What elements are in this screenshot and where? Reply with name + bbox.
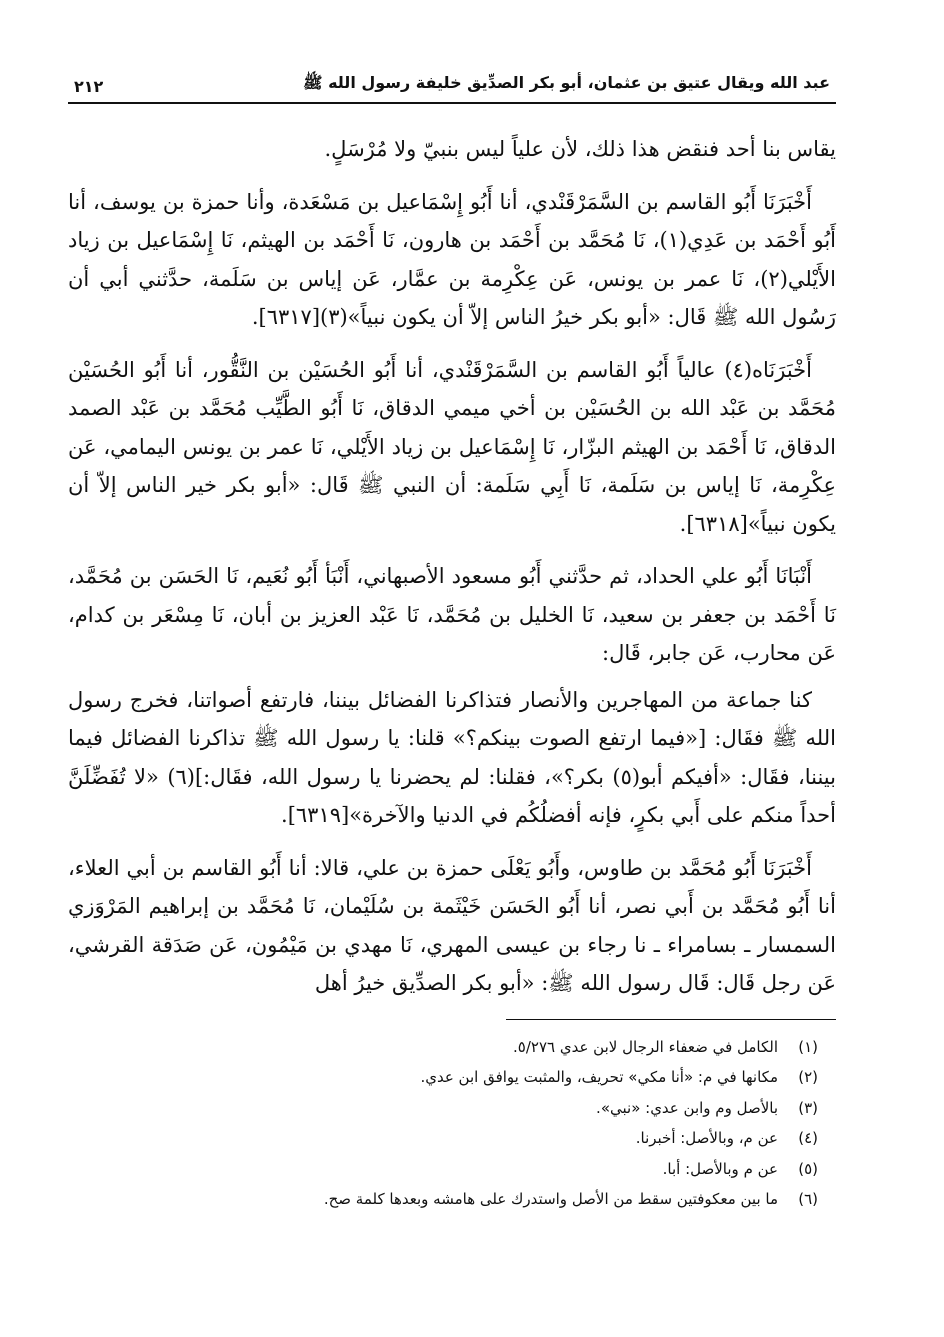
running-title: عبد الله ويقال عتيق بن عثمان، أبو بكر الصدِّيق خليفة رسول الله ﷺ	[303, 73, 830, 92]
paragraph: أَنْبَانَا أَبُو علي الحداد، ثم حدَّثني أَبُو مسعود الأصبهاني، أَنْبَأ أَبُو نُعَيم، نَا الحَسَن بن مُحَمَّد، نَا أَحْمَد بن جعفر بن سعيد، نَا الخليل بن مُحَمَّد، نَا عَبْد العزيز بن أبان، نَا مِسْعَر بن كدام، عَن محارب، عَن جابر، قَال:	[68, 564, 836, 665]
footnote-rule	[506, 1019, 836, 1020]
paragraph: يقاس بنا أحد فنقض هذا ذلك، لأن علياً ليس بنبيّ ولا مُرْسَلٍ.	[324, 137, 836, 161]
header-rule	[68, 102, 836, 104]
footnote	[68, 1093, 818, 1124]
paragraph: أَخْبَرَنَا أَبُو القاسم بن السَّمَرْقَنْدي، أنا أَبُو إِسْمَاعيل بن مَسْعَدة، وأنا حمزة بن يوسف، أنا أَبُو أَحْمَد بن عَدِي(١)، نَا مُحَمَّد بن أَحْمَد بن هارون، نَا أَحْمَد بن الهيثم، نَا إِسْمَاعيل بن زياد الأَيْلي(٢)، نَا عمر بن يونس، عَن عِكْرِمة بن عمَّار، عَن إياس بن سَلَمة، حدَّثني أبي أن رَسُول الله ﷺ قَال: «أبو بكر خيرُ الناس إلاّ أن يكون نبياً»(٣)[٦٣١٧].	[68, 189, 836, 329]
footnote	[68, 1184, 818, 1215]
footnote-text: عن م وبالأصل: أبا.	[662, 1159, 778, 1178]
footnote-number: (٤)	[798, 1129, 818, 1147]
page-header	[68, 70, 836, 96]
footnote-number: (٦)	[798, 1190, 818, 1208]
footnote-number: (٥)	[798, 1159, 818, 1178]
footnote-number: (٣)	[798, 1098, 818, 1117]
footnote-text: ما بين معكوفتين سقط من الأصل واستدرك على هامشه وبعدها كلمة صح.	[323, 1190, 778, 1208]
footnote-text: عن م، وبالأصل: أخبرنا.	[635, 1129, 778, 1147]
page-number: ٢١٢	[74, 77, 104, 96]
paragraph: أَخْبَرَنَا أَبُو مُحَمَّد بن طاوس، وأَبُو يَعْلَى حمزة بن علي، قالا: أنا أَبُو القاسم بن أبي العلاء، أنا أَبُو مُحَمَّد بن أَبي نصر، أنا أَبُو الحَسَن خَيْثَمة بن سُلَيْمان، نَا مُحَمَّد بن إبراهيم المَرْوَزي السمسار ـ بسامراء ـ نا رجاء بن عيسى المهري، نَا مهدي بن مَيْمُون، عَن صَدَقة القرشي، عَن رجل قَال: قَال رسول الله ﷺ: «أبو بكر الصدِّيق خيرُ أهل	[68, 855, 836, 995]
footnote	[68, 1032, 818, 1063]
footnote	[68, 1123, 818, 1154]
footnote-number: (١)	[798, 1037, 818, 1056]
footnote-number: (٢)	[798, 1068, 818, 1086]
footnote-text: بالأصل وم وابن عدي: «نبي».	[596, 1098, 778, 1117]
paragraph: كنا جماعة من المهاجرين والأنصار فتذاكرنا الفضائل بيننا، فارتفع أصواتنا، فخرج رسول الله ﷺ فقَال: [«فيما ارتفع الصوت بينكم؟» قلنا: يا رسول الله ﷺ تذاكرنا الفضائل فيما بيننا، فقَال: «أفيكم أبو(٥) بكر؟»، فقلنا: لم يحضرنا يا رسول الله، فقَال:](٦) «لا تُفَضِّلَنَّ أحداً منكم على أَبي بكرٍ، فإنه أفضلُكُم في الدنيا والآخرة»[٦٣١٩].	[68, 687, 836, 827]
footnote-text: الكامل في ضعفاء الرجال لابن عدي ٥/٢٧٦.	[513, 1037, 778, 1056]
main-text	[68, 130, 836, 1003]
footnote	[68, 1062, 818, 1093]
book-page	[68, 70, 836, 1215]
footnote	[68, 1154, 818, 1185]
footnotes	[68, 1032, 836, 1215]
paragraph: أَخْبَرَنَاه(٤) عالياً أَبُو القاسم بن السَّمَرْقَنْدي، أنا أَبُو الحُسَيْن بن النَّقُّور، أنا أَبُو الحُسَيْن مُحَمَّد بن عَبْد الله بن الحُسَيْن بن أخي ميمي الدقاق، نَا أَبُو الطَّيِّب مُحَمَّد بن عَبْد الصمد الدقاق، نَا أَحْمَد بن الهيثم البزّار، نَا إِسْمَاعيل بن زياد الأَيْلي، نَا عمر بن يونس اليمامي، عَن عِكْرِمة، نَا إياس بن سَلَمة، نَا أَبِي سَلَمة: أن النبي ﷺ قَال: «أبو بكر خير الناس إلاّ أن يكون نبياً»[٦٣١٨].	[68, 357, 836, 536]
footnote-text: مكانها في م: «أنا مكي» تحريف، والمثبت يوافق ابن عدي.	[420, 1068, 778, 1086]
